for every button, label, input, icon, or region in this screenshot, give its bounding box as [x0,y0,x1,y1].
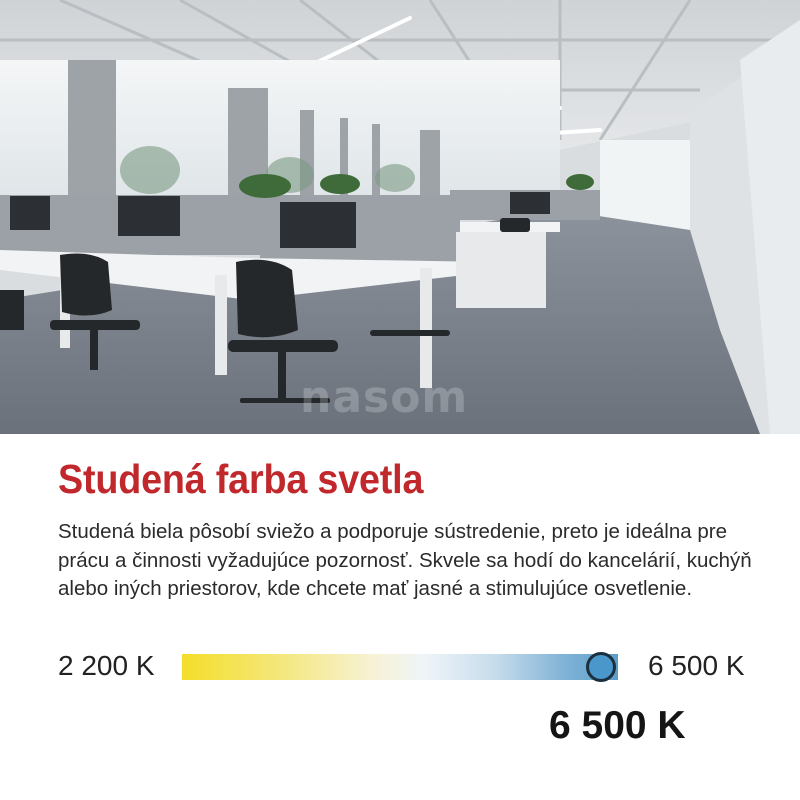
description-line: prácu a činnosti vyžadujúce pozornosť. Skvele sa hodí do kancelárií, kuchýň [58,548,752,572]
description [58,518,778,604]
watermark-logo: nasom [300,372,469,423]
description-line: alebo iných priestorov, kde chcete mať jasné a stimulujúce osvetlenie. [58,577,693,600]
scale-max-label: 6 500 K [648,650,745,681]
scale-min-label: 2 200 K [58,650,155,681]
page-title: Studená farba svetla [58,456,424,502]
current-temperature-value: 6 500 K [549,704,686,747]
temperature-slider-knob[interactable] [586,652,616,682]
temperature-gradient-bar[interactable] [182,654,618,680]
description-line: Studená biela pôsobí sviežo a podporuje sústredenie, preto je ideálna pre [58,520,727,543]
